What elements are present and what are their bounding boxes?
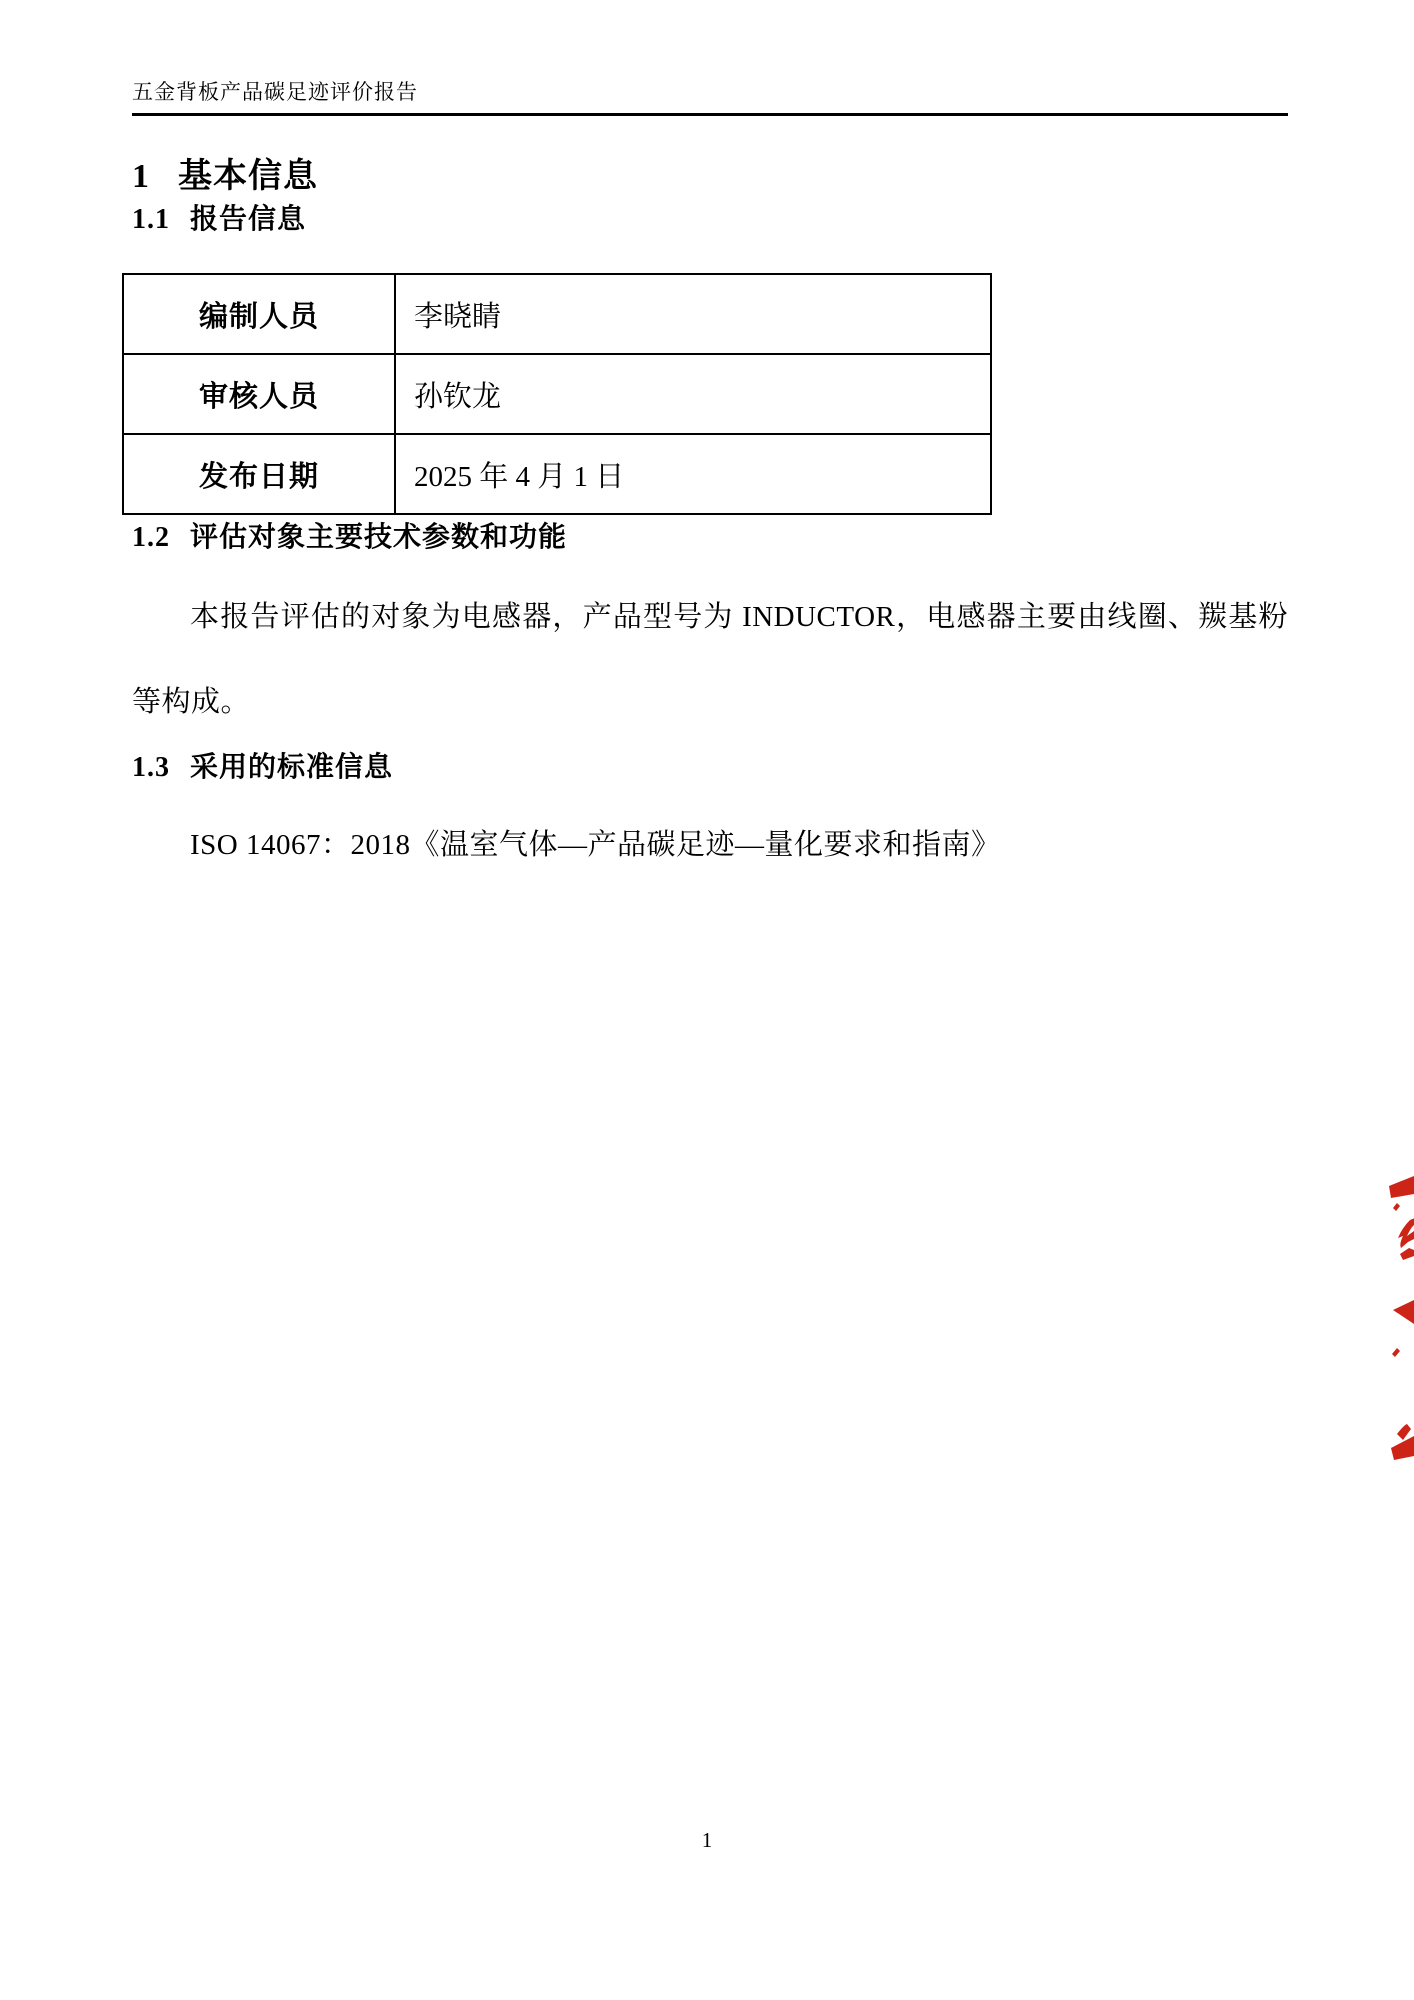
assessment-object-paragraph: 本报告评估的对象为电感器，产品型号为 INDUCTOR，电感器主要由线圈、羰基粉等构成。 xyxy=(132,601,1288,718)
table-row-value: 李晓睛 xyxy=(395,274,991,354)
section-heading-1-1 xyxy=(132,197,1288,237)
section-number: 1.1 xyxy=(132,204,170,235)
section-heading-1 xyxy=(132,148,1288,197)
table-row-label: 编制人员 xyxy=(123,274,395,354)
standard-reference-paragraph: ISO 14067：2018《温室气体—产品碳足迹—量化要求和指南》 xyxy=(190,829,1001,861)
table-row-label: 发布日期 xyxy=(123,434,395,514)
table-row xyxy=(123,354,991,434)
section-title: 报告信息 xyxy=(190,204,307,235)
page-number: 1 xyxy=(701,1828,713,1852)
section-number: 1.3 xyxy=(132,752,170,783)
running-header-title: 五金背板产品碳足迹评价报告 xyxy=(132,80,418,104)
section-heading-1-3 xyxy=(132,745,1288,785)
section-title: 基本信息 xyxy=(178,158,318,195)
red-seal-stamp-fragment-icon xyxy=(1388,1176,1414,1468)
table-row-label: 审核人员 xyxy=(123,354,395,434)
table-row-value: 孙钦龙 xyxy=(395,354,991,434)
section-heading-1-2 xyxy=(132,515,1288,555)
running-header xyxy=(132,0,1288,116)
table-row xyxy=(123,274,991,354)
report-info-table xyxy=(122,273,992,515)
section-number: 1 xyxy=(132,158,150,195)
section-title: 采用的标准信息 xyxy=(190,752,394,783)
section-number: 1.2 xyxy=(132,522,170,553)
page-content xyxy=(132,0,1288,888)
section-title: 评估对象主要技术参数和功能 xyxy=(190,522,568,553)
table-row xyxy=(123,434,991,514)
table-row-value: 2025 年 4 月 1 日 xyxy=(395,434,991,514)
